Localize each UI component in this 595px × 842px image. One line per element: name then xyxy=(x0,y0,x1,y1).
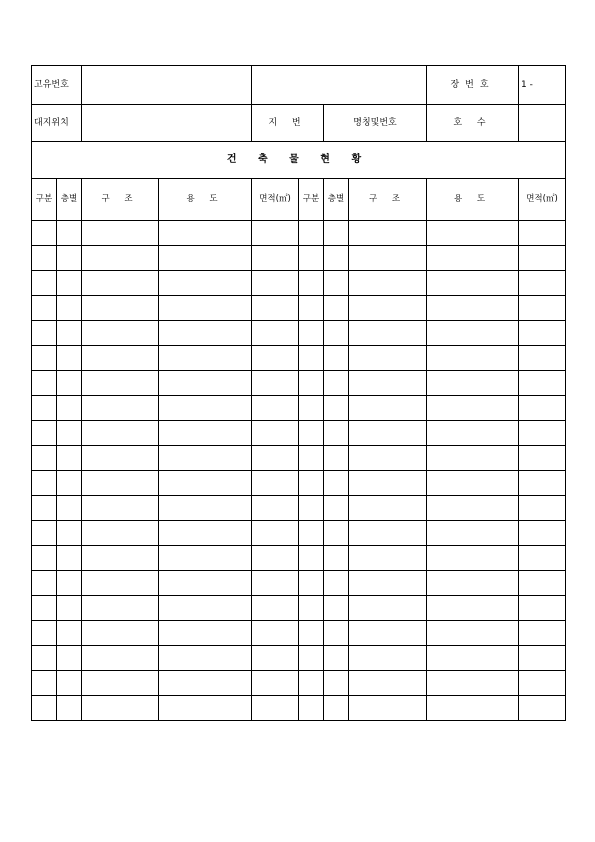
table-cell[interactable] xyxy=(159,496,252,521)
table-cell[interactable] xyxy=(427,346,519,371)
table-cell[interactable] xyxy=(299,621,324,646)
table-cell[interactable] xyxy=(519,421,566,446)
table-cell[interactable] xyxy=(57,596,82,621)
table-cell[interactable] xyxy=(57,571,82,596)
table-cell[interactable] xyxy=(519,521,566,546)
table-cell[interactable] xyxy=(82,396,159,421)
table-cell[interactable] xyxy=(427,421,519,446)
table-cell[interactable] xyxy=(324,571,349,596)
table-cell[interactable] xyxy=(324,471,349,496)
table-cell[interactable] xyxy=(82,296,159,321)
table-cell[interactable] xyxy=(57,496,82,521)
table-cell[interactable] xyxy=(324,221,349,246)
table-cell[interactable] xyxy=(159,521,252,546)
table-cell[interactable] xyxy=(32,446,57,471)
table-cell[interactable] xyxy=(32,546,57,571)
table-row xyxy=(32,621,566,646)
table-cell[interactable] xyxy=(519,246,566,271)
table-cell[interactable] xyxy=(82,221,159,246)
table-cell[interactable] xyxy=(427,371,519,396)
table-cell[interactable] xyxy=(349,546,427,571)
table-cell[interactable] xyxy=(349,221,427,246)
table-cell[interactable] xyxy=(82,696,159,721)
table-row xyxy=(32,546,566,571)
table-cell[interactable] xyxy=(349,396,427,421)
table-cell[interactable] xyxy=(349,371,427,396)
table-cell[interactable] xyxy=(252,421,299,446)
table-cell[interactable] xyxy=(159,421,252,446)
location-field[interactable] xyxy=(82,105,252,142)
table-cell[interactable] xyxy=(519,696,566,721)
table-cell[interactable] xyxy=(299,421,324,446)
table-cell[interactable] xyxy=(349,571,427,596)
table-cell[interactable] xyxy=(252,571,299,596)
table-cell[interactable] xyxy=(324,246,349,271)
table-cell[interactable] xyxy=(349,446,427,471)
table-cell[interactable] xyxy=(324,496,349,521)
table-cell[interactable] xyxy=(252,646,299,671)
table-cell[interactable] xyxy=(299,346,324,371)
table-cell[interactable] xyxy=(57,296,82,321)
blank-area xyxy=(252,66,427,105)
col-header: 구분 xyxy=(299,179,324,221)
table-cell[interactable] xyxy=(252,546,299,571)
table-cell[interactable] xyxy=(159,646,252,671)
table-cell[interactable] xyxy=(427,396,519,421)
table-cell[interactable] xyxy=(324,321,349,346)
table-cell[interactable] xyxy=(82,621,159,646)
table-cell[interactable] xyxy=(349,496,427,521)
table-cell[interactable] xyxy=(349,596,427,621)
table-cell[interactable] xyxy=(252,246,299,271)
table-row xyxy=(32,221,566,246)
table-cell[interactable] xyxy=(349,346,427,371)
table-row xyxy=(32,696,566,721)
table-cell[interactable] xyxy=(252,696,299,721)
unique-no-field[interactable] xyxy=(82,66,252,105)
table-cell[interactable] xyxy=(427,496,519,521)
table-cell[interactable] xyxy=(32,246,57,271)
table-cell[interactable] xyxy=(57,371,82,396)
table-cell[interactable] xyxy=(324,371,349,396)
table-cell[interactable] xyxy=(427,271,519,296)
table-cell[interactable] xyxy=(427,546,519,571)
sheet-no-field[interactable]: 1 - xyxy=(519,66,566,105)
table-row xyxy=(32,646,566,671)
table-cell[interactable] xyxy=(57,446,82,471)
table-cell[interactable] xyxy=(159,671,252,696)
table-cell[interactable] xyxy=(32,496,57,521)
table-cell[interactable] xyxy=(252,271,299,296)
table-cell[interactable] xyxy=(57,346,82,371)
table-row xyxy=(32,371,566,396)
table-cell[interactable] xyxy=(519,296,566,321)
table-row xyxy=(32,671,566,696)
table-cell[interactable] xyxy=(299,546,324,571)
table-row xyxy=(32,271,566,296)
table-cell[interactable] xyxy=(57,321,82,346)
table-cell[interactable] xyxy=(159,446,252,471)
table-cell[interactable] xyxy=(299,596,324,621)
table-cell[interactable] xyxy=(349,696,427,721)
table-cell[interactable] xyxy=(324,421,349,446)
table-cell[interactable] xyxy=(252,221,299,246)
table-row xyxy=(32,246,566,271)
table-cell[interactable] xyxy=(57,471,82,496)
table-cell[interactable] xyxy=(299,396,324,421)
table-cell[interactable] xyxy=(519,646,566,671)
table-row xyxy=(32,396,566,421)
table-cell[interactable] xyxy=(349,471,427,496)
table-cell[interactable] xyxy=(427,296,519,321)
table-cell[interactable] xyxy=(519,221,566,246)
header-row-1 xyxy=(32,66,566,105)
table-cell[interactable] xyxy=(427,596,519,621)
section-title-row xyxy=(32,142,566,179)
table-cell[interactable] xyxy=(32,646,57,671)
table-cell[interactable] xyxy=(57,246,82,271)
table-cell[interactable] xyxy=(57,546,82,571)
table-cell[interactable] xyxy=(159,696,252,721)
table-cell[interactable] xyxy=(349,521,427,546)
table-cell[interactable] xyxy=(299,371,324,396)
table-cell[interactable] xyxy=(82,271,159,296)
table-cell[interactable] xyxy=(349,246,427,271)
table-cell[interactable] xyxy=(519,471,566,496)
table-cell[interactable] xyxy=(427,571,519,596)
table-cell[interactable] xyxy=(299,646,324,671)
table-cell[interactable] xyxy=(299,296,324,321)
table-cell[interactable] xyxy=(252,596,299,621)
table-cell[interactable] xyxy=(57,396,82,421)
table-cell[interactable] xyxy=(82,521,159,546)
table-cell[interactable] xyxy=(427,221,519,246)
table-row xyxy=(32,571,566,596)
table-cell[interactable] xyxy=(427,646,519,671)
table-cell[interactable] xyxy=(159,346,252,371)
table-cell[interactable] xyxy=(159,321,252,346)
table-cell[interactable] xyxy=(324,671,349,696)
table-cell[interactable] xyxy=(32,321,57,346)
table-cell[interactable] xyxy=(299,571,324,596)
table-cell[interactable] xyxy=(519,321,566,346)
table-cell[interactable] xyxy=(299,221,324,246)
table-cell[interactable] xyxy=(159,221,252,246)
table-cell[interactable] xyxy=(427,696,519,721)
table-row xyxy=(32,596,566,621)
table-cell[interactable] xyxy=(349,671,427,696)
table-cell[interactable] xyxy=(427,321,519,346)
table-cell[interactable] xyxy=(159,571,252,596)
table-cell[interactable] xyxy=(324,646,349,671)
table-cell[interactable] xyxy=(82,246,159,271)
table-cell[interactable] xyxy=(299,671,324,696)
table-cell[interactable] xyxy=(82,421,159,446)
col-header: 구분 xyxy=(32,179,57,221)
table-cell[interactable] xyxy=(427,446,519,471)
table-cell[interactable] xyxy=(349,296,427,321)
table-cell[interactable] xyxy=(252,446,299,471)
table-cell[interactable] xyxy=(159,271,252,296)
table-cell[interactable] xyxy=(427,671,519,696)
section-title: 건 축 물 현 황 xyxy=(32,142,566,179)
table-cell[interactable] xyxy=(252,396,299,421)
table-row xyxy=(32,421,566,446)
table-cell[interactable] xyxy=(519,396,566,421)
table-cell[interactable] xyxy=(82,546,159,571)
table-cell[interactable] xyxy=(252,671,299,696)
table-cell[interactable] xyxy=(32,346,57,371)
table-cell[interactable] xyxy=(159,371,252,396)
table-cell[interactable] xyxy=(427,471,519,496)
table-cell[interactable] xyxy=(324,696,349,721)
table-row xyxy=(32,496,566,521)
table-cell[interactable] xyxy=(159,596,252,621)
units-field[interactable] xyxy=(519,105,566,142)
col-header: 층별 xyxy=(324,179,349,221)
location-label: 대지위치 xyxy=(32,105,82,142)
table-row xyxy=(32,446,566,471)
table-row xyxy=(32,296,566,321)
sheet-no-label: 장번호 xyxy=(427,66,519,105)
table-cell[interactable] xyxy=(349,646,427,671)
table-cell[interactable] xyxy=(252,371,299,396)
header-row-2 xyxy=(32,105,566,142)
table-cell[interactable] xyxy=(519,496,566,521)
table-cell[interactable] xyxy=(32,421,57,446)
table-cell[interactable] xyxy=(519,571,566,596)
table-cell[interactable] xyxy=(159,546,252,571)
table-cell[interactable] xyxy=(159,246,252,271)
table-cell[interactable] xyxy=(32,271,57,296)
table-cell[interactable] xyxy=(159,471,252,496)
table-cell[interactable] xyxy=(252,296,299,321)
table-cell[interactable] xyxy=(82,671,159,696)
table-cell[interactable] xyxy=(299,446,324,471)
col-header: 면적(㎡) xyxy=(252,179,299,221)
units-label: 호 수 xyxy=(427,105,519,142)
col-header: 용 도 xyxy=(159,179,252,221)
table-row xyxy=(32,321,566,346)
table-cell[interactable] xyxy=(57,621,82,646)
table-cell[interactable] xyxy=(159,296,252,321)
table-cell[interactable] xyxy=(32,296,57,321)
table-cell[interactable] xyxy=(32,396,57,421)
unique-no-label: 고유번호 xyxy=(32,66,82,105)
table-cell[interactable] xyxy=(32,221,57,246)
table-cell[interactable] xyxy=(252,346,299,371)
table-cell[interactable] xyxy=(57,421,82,446)
table-cell[interactable] xyxy=(32,696,57,721)
table-cell[interactable] xyxy=(82,346,159,371)
table-cell[interactable] xyxy=(57,521,82,546)
table-cell[interactable] xyxy=(159,621,252,646)
table-cell[interactable] xyxy=(349,321,427,346)
table-cell[interactable] xyxy=(82,571,159,596)
table-cell[interactable] xyxy=(299,271,324,296)
col-header: 용 도 xyxy=(427,179,519,221)
table-cell[interactable] xyxy=(324,546,349,571)
table-cell[interactable] xyxy=(57,646,82,671)
table-cell[interactable] xyxy=(324,346,349,371)
building-register-form xyxy=(31,65,565,721)
table-cell[interactable] xyxy=(324,621,349,646)
table-cell[interactable] xyxy=(82,596,159,621)
table-cell[interactable] xyxy=(82,321,159,346)
table-cell[interactable] xyxy=(32,671,57,696)
lot-label: 지 번 xyxy=(252,105,324,142)
table-cell[interactable] xyxy=(519,671,566,696)
table-cell[interactable] xyxy=(159,396,252,421)
column-header-row xyxy=(32,179,566,221)
table-cell[interactable] xyxy=(299,321,324,346)
table-cell[interactable] xyxy=(57,271,82,296)
col-header: 면적(㎡) xyxy=(519,179,566,221)
table-cell[interactable] xyxy=(349,271,427,296)
table-cell[interactable] xyxy=(427,521,519,546)
table-cell[interactable] xyxy=(519,546,566,571)
table-cell[interactable] xyxy=(252,321,299,346)
table-cell[interactable] xyxy=(427,621,519,646)
table-row xyxy=(32,471,566,496)
table-cell[interactable] xyxy=(299,496,324,521)
table-cell[interactable] xyxy=(324,396,349,421)
table-cell[interactable] xyxy=(519,621,566,646)
table-cell[interactable] xyxy=(252,521,299,546)
table-cell[interactable] xyxy=(299,521,324,546)
table-cell[interactable] xyxy=(57,696,82,721)
register-table xyxy=(31,65,566,721)
table-cell[interactable] xyxy=(519,271,566,296)
table-cell[interactable] xyxy=(324,271,349,296)
table-cell[interactable] xyxy=(519,446,566,471)
table-cell[interactable] xyxy=(57,671,82,696)
table-cell[interactable] xyxy=(519,596,566,621)
table-cell[interactable] xyxy=(252,621,299,646)
table-cell[interactable] xyxy=(299,246,324,271)
table-cell[interactable] xyxy=(324,446,349,471)
table-cell[interactable] xyxy=(252,471,299,496)
table-cell[interactable] xyxy=(32,571,57,596)
table-cell[interactable] xyxy=(299,471,324,496)
table-cell[interactable] xyxy=(32,521,57,546)
col-header: 구 조 xyxy=(82,179,159,221)
table-cell[interactable] xyxy=(349,421,427,446)
table-cell[interactable] xyxy=(427,246,519,271)
table-cell[interactable] xyxy=(349,621,427,646)
table-cell[interactable] xyxy=(252,496,299,521)
table-cell[interactable] xyxy=(82,646,159,671)
table-cell[interactable] xyxy=(32,596,57,621)
table-cell[interactable] xyxy=(82,471,159,496)
table-cell[interactable] xyxy=(324,521,349,546)
table-cell[interactable] xyxy=(82,496,159,521)
col-header: 구 조 xyxy=(349,179,427,221)
table-cell[interactable] xyxy=(299,696,324,721)
table-cell[interactable] xyxy=(324,296,349,321)
table-cell[interactable] xyxy=(32,371,57,396)
table-cell[interactable] xyxy=(519,371,566,396)
table-row xyxy=(32,521,566,546)
table-cell[interactable] xyxy=(82,446,159,471)
table-cell[interactable] xyxy=(32,471,57,496)
col-header: 층별 xyxy=(57,179,82,221)
table-cell[interactable] xyxy=(324,596,349,621)
table-cell[interactable] xyxy=(57,221,82,246)
table-cell[interactable] xyxy=(32,621,57,646)
table-row xyxy=(32,346,566,371)
name-label: 명칭및번호 xyxy=(324,105,427,142)
table-cell[interactable] xyxy=(519,346,566,371)
table-cell[interactable] xyxy=(82,371,159,396)
